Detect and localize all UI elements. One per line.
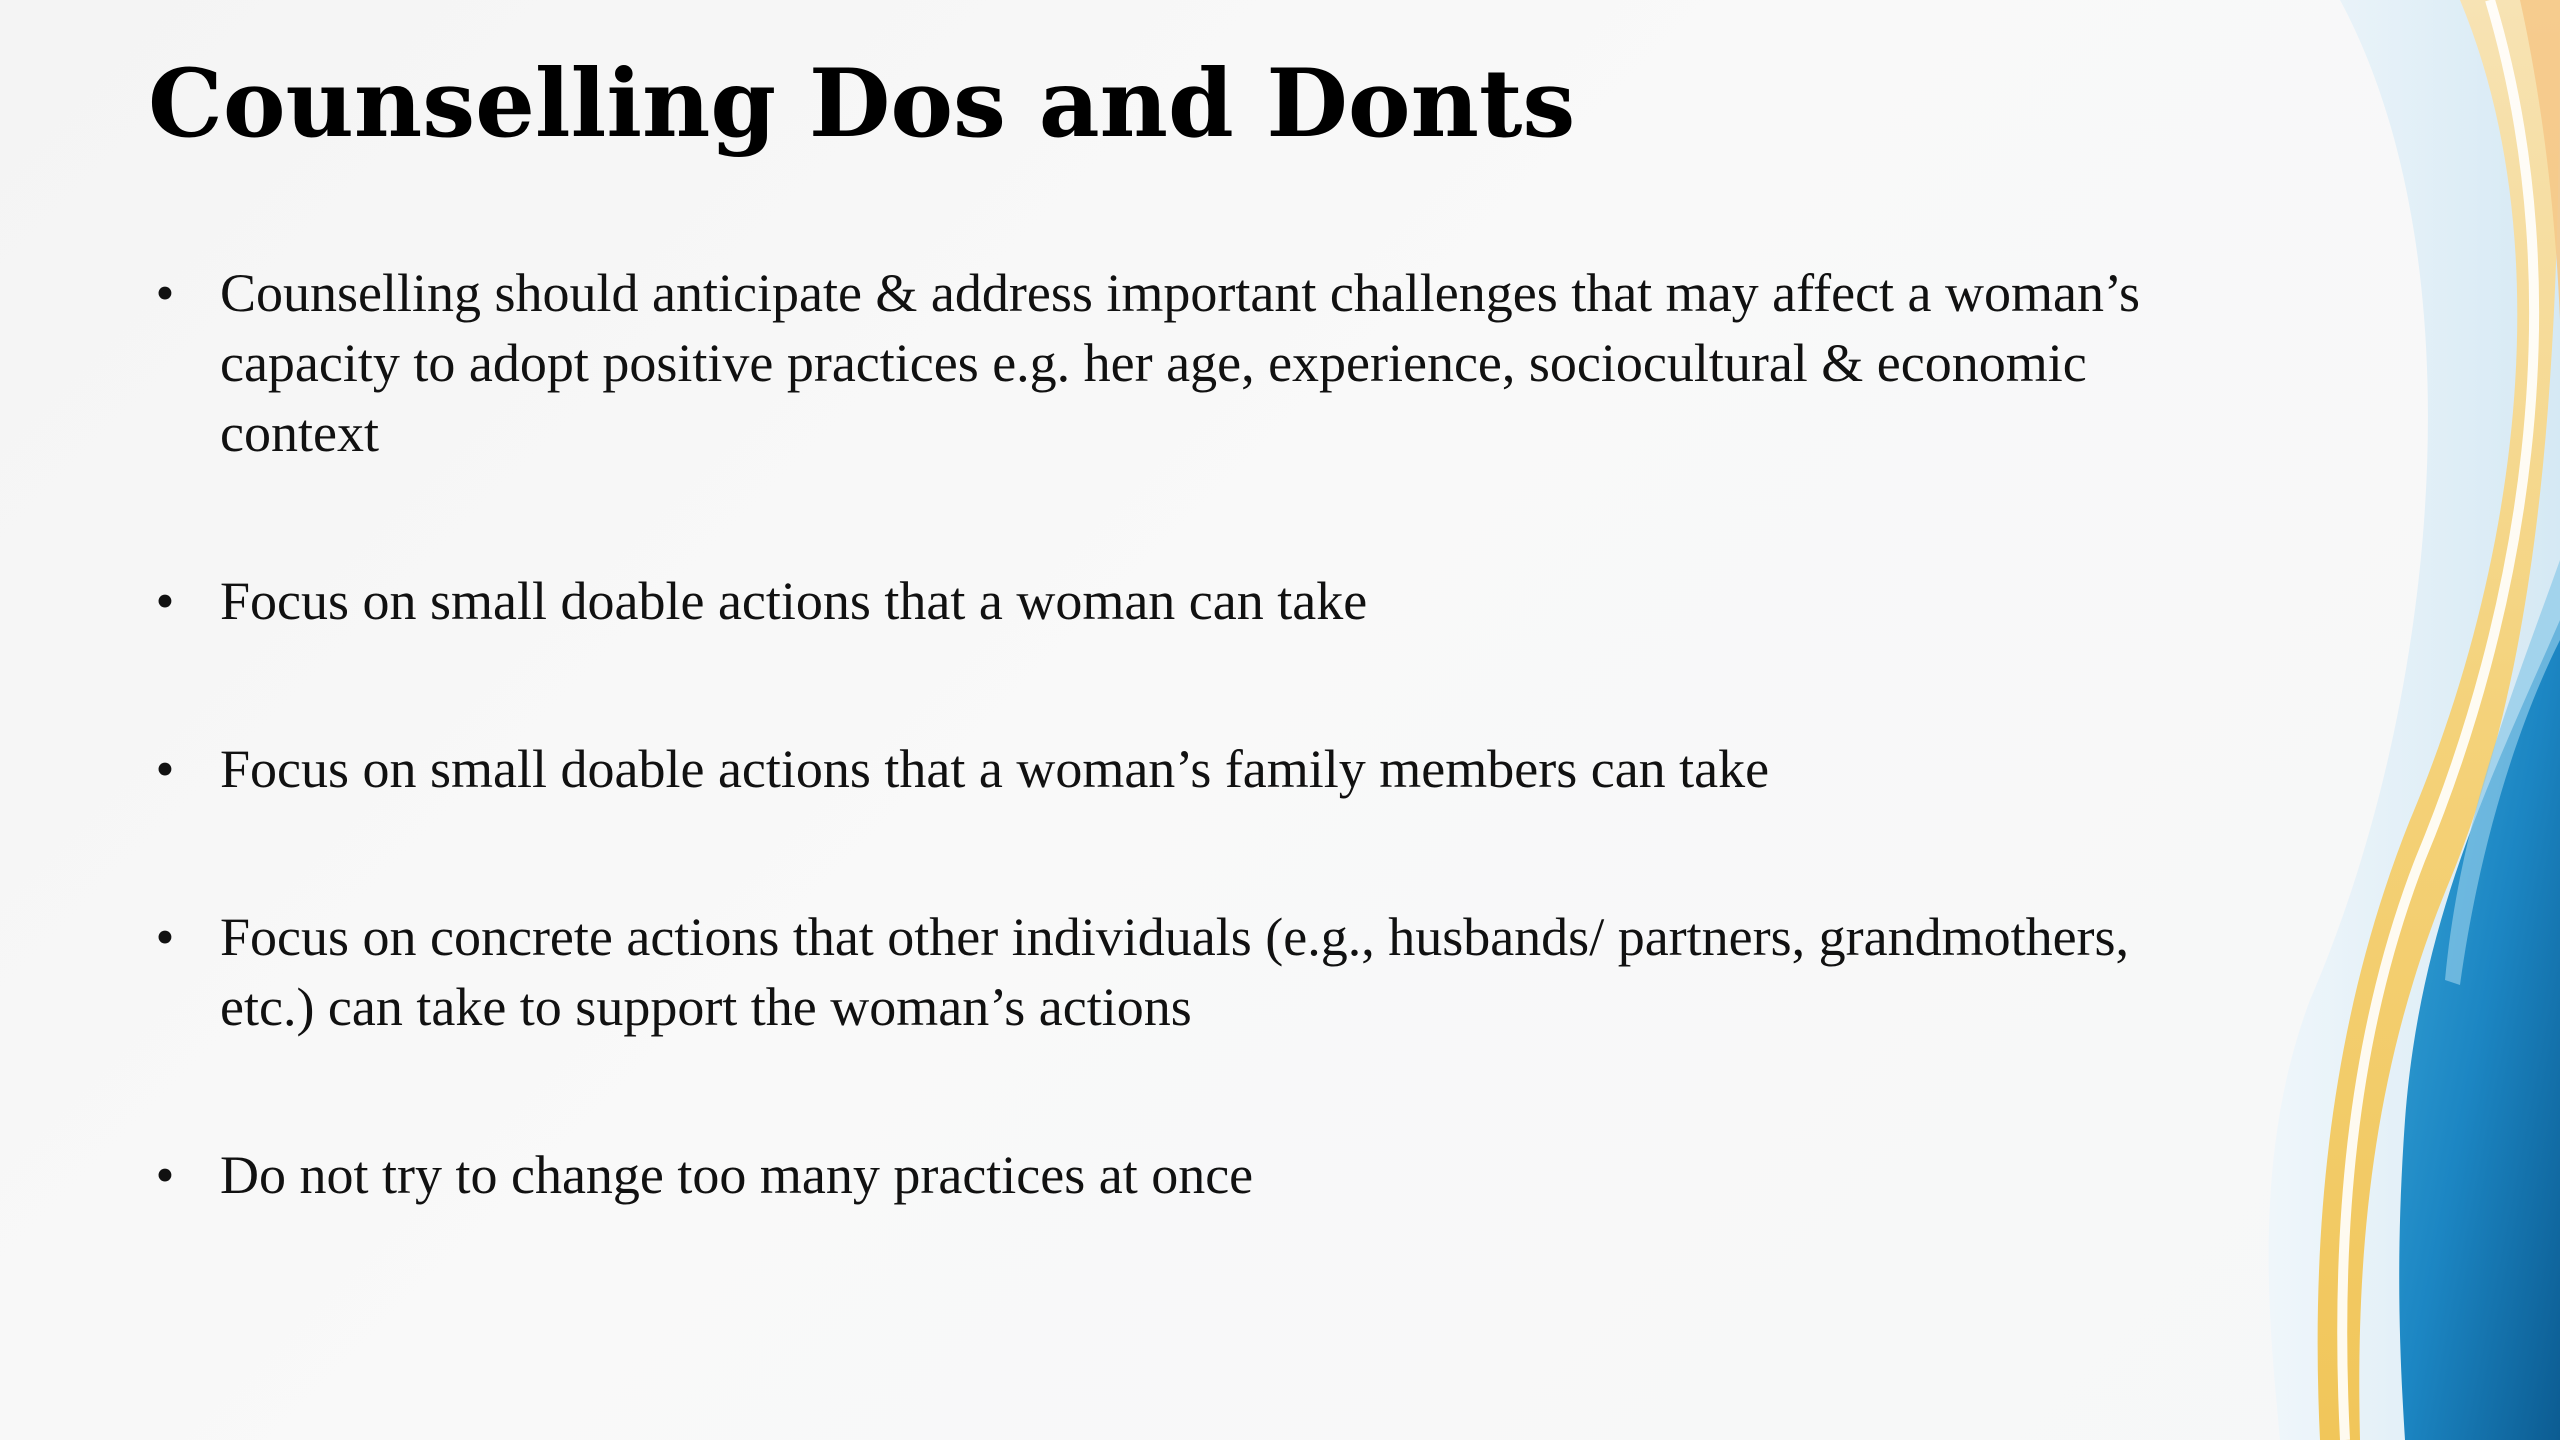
bullet-text: Focus on small doable actions that a woman’s family members can take [220,739,1770,799]
bullet-text: Do not try to change too many practices at once [220,1145,1254,1205]
decorative-wave-graphic [2160,0,2560,1440]
bullet-dot: • [155,907,175,967]
bullet-dot: • [155,1145,175,1205]
bullet-item-other-individuals [148,902,2158,1042]
bullet-dot: • [155,571,175,631]
bullet-list [148,258,2158,1308]
bullet-text: Counselling should anticipate & address important challenges that may affect a woman’s capacity to adopt positive practices e.g. her age, experience, sociocultural & economic context [220,263,2141,463]
bullet-item-family-actions [148,734,2158,804]
slide-title: Counselling Dos and Donts [148,49,1576,159]
bullet-item-anticipate-challenges [148,258,2158,468]
bullet-text: Focus on concrete actions that other individuals (e.g., husbands/ partners, grandmothers, etc.) can take to support the woman’s actions [220,907,2130,1037]
bullet-item-woman-actions [148,566,2158,636]
bullet-item-not-too-many [148,1140,2158,1210]
bullet-dot: • [155,263,175,323]
bullet-text: Focus on small doable actions that a woman can take [220,571,1368,631]
bullet-dot: • [155,739,175,799]
